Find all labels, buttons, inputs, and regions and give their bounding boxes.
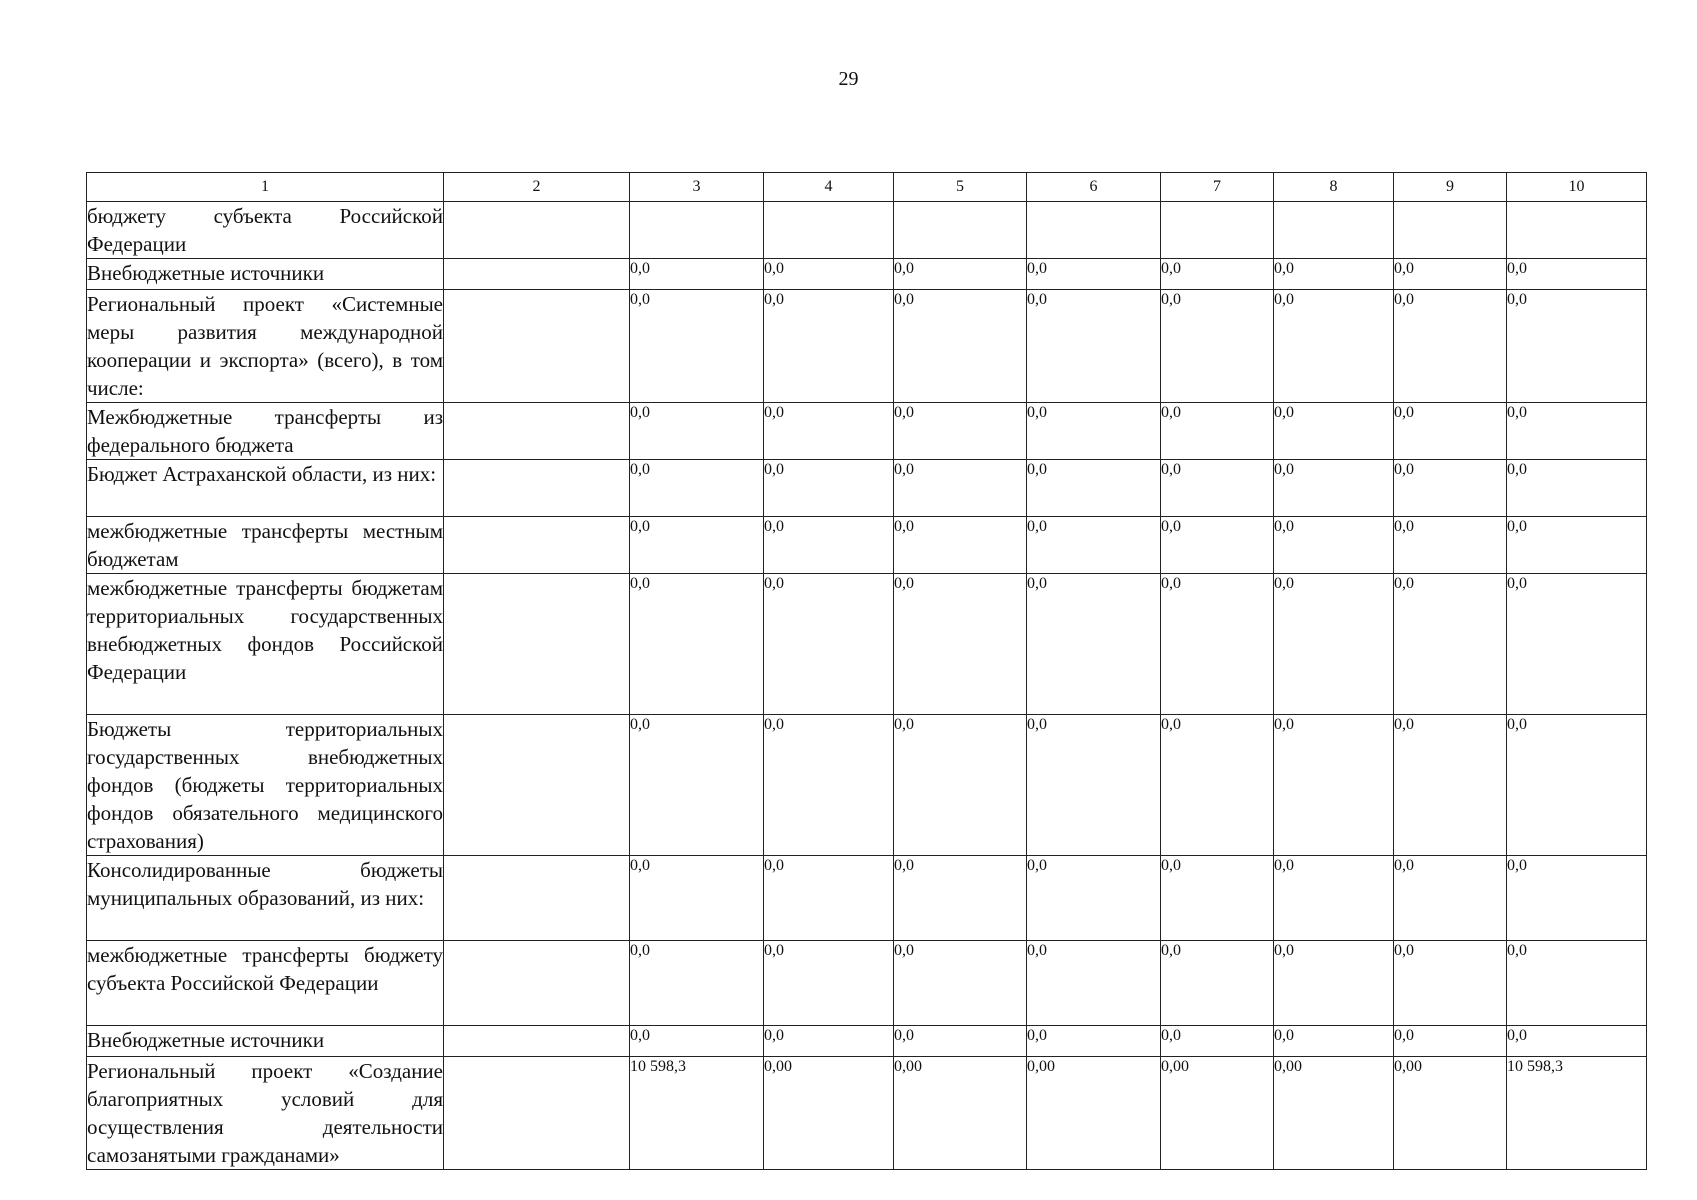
- cell-value: 0,0: [894, 715, 1027, 856]
- row-column-2: [444, 290, 630, 403]
- cell-value: 0,0: [630, 403, 764, 460]
- cell-value: 0,0: [1507, 574, 1647, 715]
- cell-value: 0,0: [1027, 403, 1161, 460]
- row-label: Региональный проект «Системные меры развития международной кооперации и экспорта» (всего), в том числе:: [87, 290, 444, 403]
- cell-value: 0,0: [1394, 403, 1507, 460]
- cell-value: 0,0: [1161, 460, 1274, 517]
- cell-value: 0,0: [1027, 460, 1161, 517]
- column-header: 9: [1394, 173, 1507, 202]
- table-row: [87, 1026, 1647, 1057]
- cell-value: [630, 202, 764, 259]
- cell-value: 0,0: [1027, 517, 1161, 574]
- cell-value: 0,0: [764, 259, 894, 290]
- table-row: [87, 517, 1647, 574]
- cell-value: 0,0: [1274, 403, 1394, 460]
- column-header: 5: [894, 173, 1027, 202]
- row-label: Региональный проект «Создание благоприятных условий для осуществления деятельности самозанятыми гражданами»: [87, 1057, 444, 1170]
- cell-value: 0,0: [1507, 1026, 1647, 1057]
- column-header: 7: [1161, 173, 1274, 202]
- cell-value: 0,0: [1507, 517, 1647, 574]
- row-label: Бюджеты территориальных государственных внебюджетных фондов (бюджеты территориальных фондов обязательного медицинского страхования): [87, 715, 444, 856]
- cell-value: 0,0: [1161, 517, 1274, 574]
- cell-value: 0,0: [630, 517, 764, 574]
- page-number: 29: [838, 68, 859, 90]
- cell-value: 0,0: [1274, 460, 1394, 517]
- table-row: [87, 460, 1647, 517]
- cell-value: 0,0: [630, 856, 764, 941]
- table-row: [87, 574, 1647, 715]
- cell-value: 0,0: [1394, 290, 1507, 403]
- cell-value: 0,0: [630, 1026, 764, 1057]
- row-label: Бюджет Астраханской области, из них:: [87, 460, 444, 517]
- row-column-2: [444, 715, 630, 856]
- row-label: межбюджетные трансферты бюджету субъекта Российской Федерации: [87, 941, 444, 1026]
- cell-value: 0,0: [894, 517, 1027, 574]
- cell-value: 0,00: [1394, 1057, 1507, 1170]
- row-label: Консолидированные бюджеты муниципальных образований, из них:: [87, 856, 444, 941]
- cell-value: 0,0: [1161, 856, 1274, 941]
- cell-value: 0,0: [1027, 574, 1161, 715]
- cell-value: 0,0: [1394, 259, 1507, 290]
- cell-value: 0,00: [1027, 1057, 1161, 1170]
- column-number-row: [87, 173, 1647, 202]
- cell-value: 0,0: [1507, 941, 1647, 1026]
- cell-value: [1394, 202, 1507, 259]
- cell-value: 0,0: [1507, 259, 1647, 290]
- cell-value: 0,0: [1161, 574, 1274, 715]
- column-header: 8: [1274, 173, 1394, 202]
- column-header: 10: [1507, 173, 1647, 202]
- cell-value: 0,0: [1161, 715, 1274, 856]
- cell-value: 0,0: [764, 460, 894, 517]
- table-row: [87, 202, 1647, 259]
- cell-value: 0,0: [1394, 856, 1507, 941]
- cell-value: 0,0: [764, 517, 894, 574]
- row-label: межбюджетные трансферты бюджетам территориальных государственных внебюджетных фондов Российской Федерации: [87, 574, 444, 715]
- cell-value: 0,0: [764, 290, 894, 403]
- cell-value: 0,0: [764, 941, 894, 1026]
- cell-value: 0,0: [630, 259, 764, 290]
- cell-value: [894, 202, 1027, 259]
- cell-value: 0,0: [1161, 403, 1274, 460]
- cell-value: 0,0: [1274, 259, 1394, 290]
- cell-value: 0,0: [894, 403, 1027, 460]
- cell-value: 0,0: [1274, 941, 1394, 1026]
- row-column-2: [444, 941, 630, 1026]
- cell-value: 0,0: [1027, 1026, 1161, 1057]
- cell-value: 0,0: [1274, 290, 1394, 403]
- cell-value: 0,0: [1027, 715, 1161, 856]
- cell-value: 0,0: [1394, 574, 1507, 715]
- cell-value: 0,0: [1161, 259, 1274, 290]
- cell-value: 0,0: [764, 1026, 894, 1057]
- cell-value: [1027, 202, 1161, 259]
- column-header: 3: [630, 173, 764, 202]
- table-body: [87, 202, 1647, 1170]
- column-header: 6: [1027, 173, 1161, 202]
- cell-value: 0,0: [1274, 715, 1394, 856]
- row-column-2: [444, 403, 630, 460]
- cell-value: 0,0: [1161, 1026, 1274, 1057]
- row-label: Внебюджетные источники: [87, 259, 444, 290]
- cell-value: 0,0: [1274, 574, 1394, 715]
- row-column-2: [444, 856, 630, 941]
- cell-value: 0,0: [764, 715, 894, 856]
- cell-value: [764, 202, 894, 259]
- row-column-2: [444, 517, 630, 574]
- column-header: 2: [444, 173, 630, 202]
- cell-value: 0,0: [1394, 517, 1507, 574]
- cell-value: 0,0: [1161, 941, 1274, 1026]
- column-header: 4: [764, 173, 894, 202]
- cell-value: 0,00: [1274, 1057, 1394, 1170]
- cell-value: 0,0: [1394, 1026, 1507, 1057]
- cell-value: 0,0: [1161, 290, 1274, 403]
- table-row: [87, 403, 1647, 460]
- cell-value: 0,0: [1274, 1026, 1394, 1057]
- cell-value: 0,0: [1027, 941, 1161, 1026]
- cell-value: 0,0: [1507, 403, 1647, 460]
- cell-value: 10 598,3: [630, 1057, 764, 1170]
- cell-value: 0,00: [764, 1057, 894, 1170]
- cell-value: 0,0: [1274, 856, 1394, 941]
- cell-value: 0,0: [630, 460, 764, 517]
- cell-value: 0,0: [1394, 941, 1507, 1026]
- row-label: бюджету субъекта Российской Федерации: [87, 202, 444, 259]
- cell-value: 0,0: [894, 259, 1027, 290]
- cell-value: 0,0: [1507, 715, 1647, 856]
- cell-value: 0,0: [630, 290, 764, 403]
- cell-value: 0,0: [630, 574, 764, 715]
- row-column-2: [444, 460, 630, 517]
- cell-value: 0,0: [1394, 715, 1507, 856]
- row-column-2: [444, 259, 630, 290]
- table-row: [87, 1057, 1647, 1170]
- row-column-2: [444, 574, 630, 715]
- cell-value: [1274, 202, 1394, 259]
- table-row: [87, 715, 1647, 856]
- table-row: [87, 941, 1647, 1026]
- row-column-2: [444, 202, 630, 259]
- cell-value: 0,0: [1507, 290, 1647, 403]
- cell-value: 0,0: [894, 290, 1027, 403]
- cell-value: [1507, 202, 1647, 259]
- cell-value: 0,0: [1027, 290, 1161, 403]
- cell-value: 10 598,3: [1507, 1057, 1647, 1170]
- table-row: [87, 290, 1647, 403]
- cell-value: 0,00: [894, 1057, 1027, 1170]
- cell-value: 0,0: [894, 460, 1027, 517]
- row-column-2: [444, 1057, 630, 1170]
- column-header: 1: [87, 173, 444, 202]
- cell-value: 0,0: [1027, 259, 1161, 290]
- cell-value: [1161, 202, 1274, 259]
- cell-value: 0,0: [1394, 460, 1507, 517]
- cell-value: 0,0: [1274, 517, 1394, 574]
- cell-value: 0,0: [764, 403, 894, 460]
- cell-value: 0,0: [894, 1026, 1027, 1057]
- row-label: межбюджетные трансферты местным бюджетам: [87, 517, 444, 574]
- row-label: Внебюджетные источники: [87, 1026, 444, 1057]
- row-label: Межбюджетные трансферты из федерального бюджета: [87, 403, 444, 460]
- cell-value: 0,0: [1027, 856, 1161, 941]
- cell-value: 0,0: [894, 574, 1027, 715]
- cell-value: 0,0: [764, 574, 894, 715]
- cell-value: 0,0: [630, 715, 764, 856]
- row-column-2: [444, 1026, 630, 1057]
- cell-value: 0,0: [630, 941, 764, 1026]
- cell-value: 0,0: [894, 856, 1027, 941]
- cell-value: 0,0: [1507, 856, 1647, 941]
- table-row: [87, 856, 1647, 941]
- cell-value: 0,0: [1507, 460, 1647, 517]
- cell-value: 0,0: [764, 856, 894, 941]
- budget-table: [86, 172, 1647, 1170]
- cell-value: 0,0: [894, 941, 1027, 1026]
- table-row: [87, 259, 1647, 290]
- cell-value: 0,00: [1161, 1057, 1274, 1170]
